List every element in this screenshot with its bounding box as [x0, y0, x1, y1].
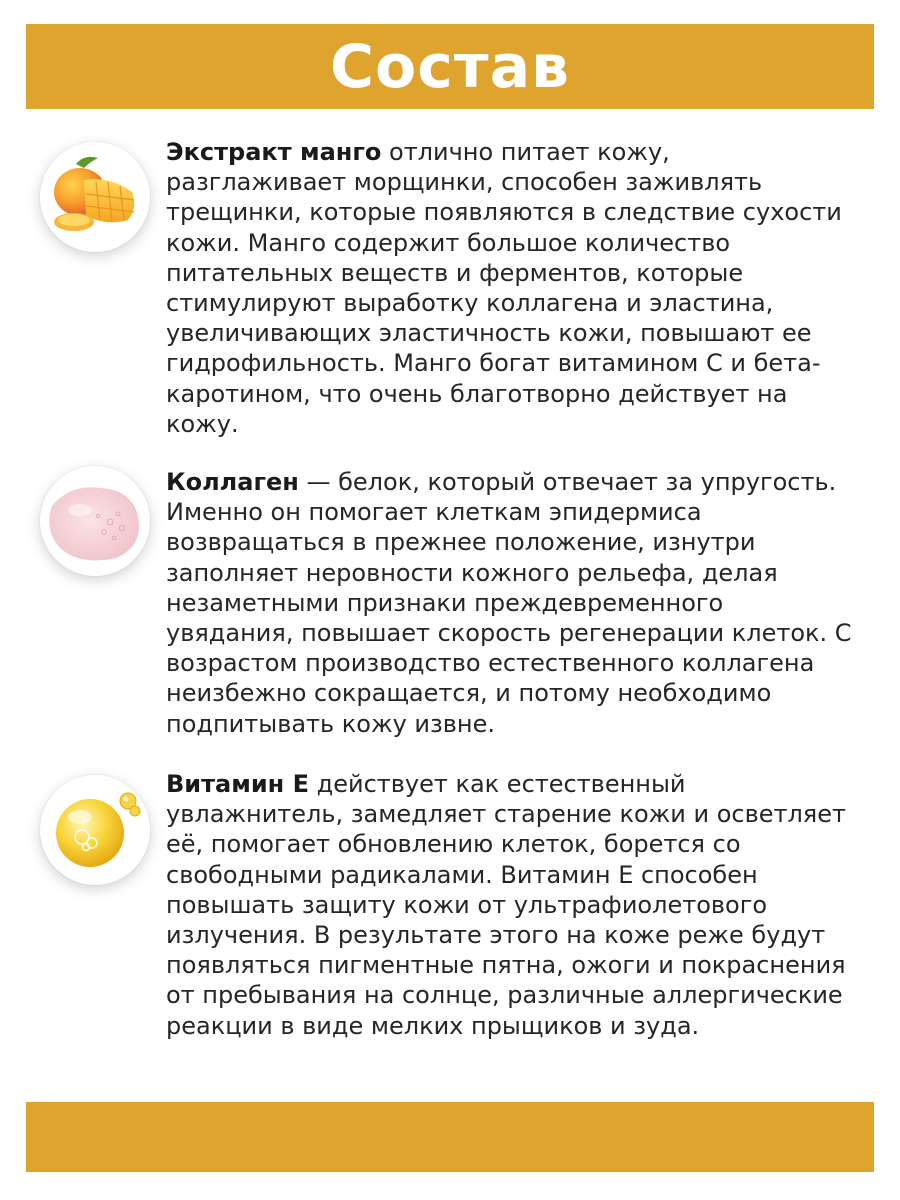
ingredient-description [166, 467, 856, 739]
mango-icon [40, 142, 150, 252]
ingredient-description [166, 137, 856, 439]
footer-band [26, 1102, 874, 1172]
ingredient-text: действует как естественный увлажнитель, замедляет старение кожи и осветляет её, помогает обновлению клеток, борется со свободными радикалами. Витамин Е способен повышать защиту кожи от ультрафиолетового излучения. В результате этого на коже реже будут появляться пигментные пятна, ожоги и покраснения от пребывания на солнце, различные аллергические реакции в виде мелких прыщиков и зуда. [166, 770, 846, 1040]
page-title: Состав [329, 31, 571, 102]
ingredient-name: Коллаген [166, 468, 299, 496]
vitamin-e-oil-icon [40, 775, 150, 885]
ingredient-text: — белок, который отвечает за упругость. Именно он помогает клеткам эпидермиса возвращаться в прежнее положение, изнутри заполняет неровности кожного рельефа, делая незаметными признаки преждевременного увядания, повышает скорость регенерации клеток. С возрастом производство естественного коллагена неизбежно сокращается, и потому необходимо подпитывать кожу извне. [166, 468, 852, 738]
ingredient-text: отлично питает кожу, разглаживает морщинки, способен заживлять трещинки, которые появляются в следствие сухости кожи. Манго содержит большое количество питательных веществ и ферментов, которые стимулируют выработку коллагена и эластина, увеличивающих эластичность кожи, повышают ее гидрофильность. Манго богат витамином С и бета-каротином, что очень благотворно действует на кожу. [166, 138, 842, 438]
header-band [26, 24, 874, 109]
ingredient-description [166, 769, 856, 1041]
ingredient-name: Экстракт манго [166, 138, 382, 166]
collagen-gel-icon [40, 466, 150, 576]
ingredient-name: Витамин Е [166, 770, 309, 798]
